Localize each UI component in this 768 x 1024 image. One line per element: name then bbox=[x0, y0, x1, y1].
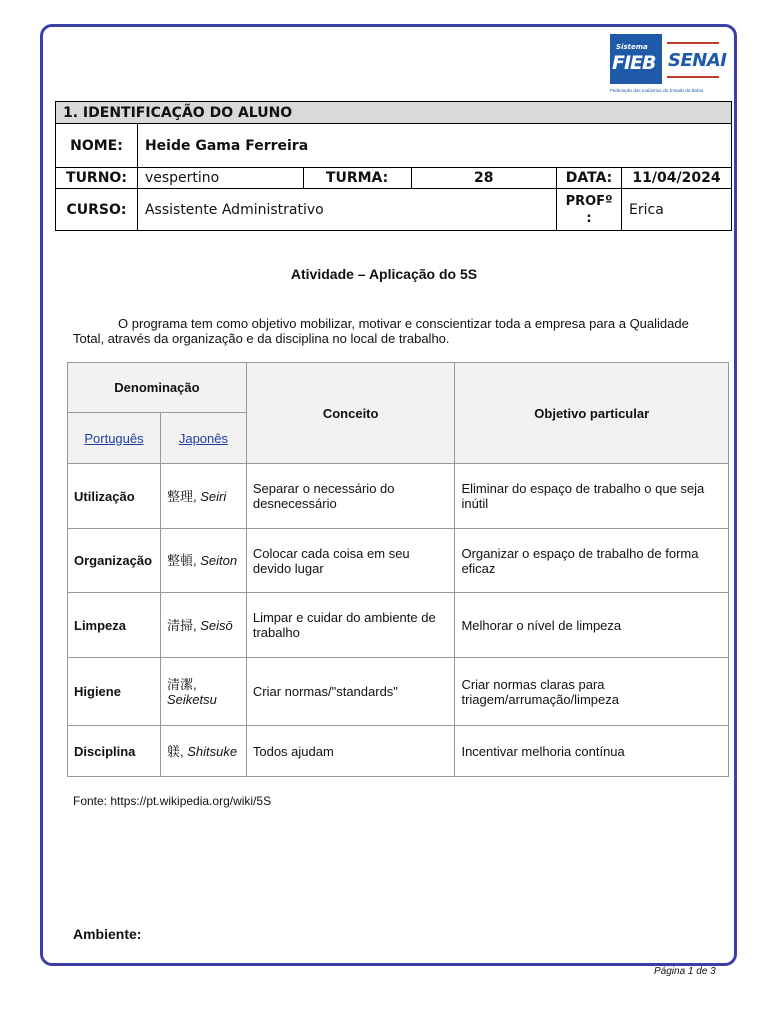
turma-label: TURMA: bbox=[303, 168, 411, 189]
row-objetivo: Melhorar o nível de limpeza bbox=[455, 593, 729, 658]
romaji-text: Seiton bbox=[200, 553, 238, 568]
row-conceito: Todos ajudam bbox=[246, 726, 455, 777]
logo-sistema-text: Sistema bbox=[616, 43, 648, 51]
header-conceito: Conceito bbox=[246, 363, 455, 464]
row-term-pt: Disciplina bbox=[68, 726, 161, 777]
romaji-text: Seisō bbox=[200, 617, 233, 633]
row-term-pt: Higiene bbox=[68, 658, 161, 726]
curso-value: Assistente Administrativo bbox=[137, 189, 556, 231]
logo-fieb-text: FIEB bbox=[612, 52, 656, 74]
kanji-text: 清潔 bbox=[166, 676, 193, 692]
five-s-table bbox=[67, 362, 729, 777]
activity-title: Atividade – Aplicação do 5S bbox=[290, 266, 478, 282]
subheader-japones bbox=[160, 413, 246, 464]
table-row bbox=[68, 658, 729, 726]
curso-label: CURSO: bbox=[56, 189, 138, 231]
identification-header: 1. IDENTIFICAÇÃO DO ALUNO bbox=[56, 102, 732, 124]
row-objetivo: Organizar o espaço de trabalho de forma eficaz bbox=[455, 529, 729, 593]
kanji-text: 清掃 bbox=[166, 617, 193, 633]
subheader-portugues bbox=[68, 413, 161, 464]
intro-paragraph: O programa tem como objetivo mobilizar, motivar e conscientizar toda a empresa para a Qualidade Total, através da organização e da disciplina no local de trabalho. bbox=[73, 316, 689, 346]
row-objetivo: Criar normas claras para triagem/arrumação/limpeza bbox=[455, 658, 729, 726]
table-row bbox=[68, 593, 729, 658]
kanji-text: 躾 bbox=[166, 743, 180, 759]
table-row bbox=[68, 529, 729, 593]
kanji-text: 整頓 bbox=[166, 553, 193, 568]
row-term-jp: 清潔, Seiketsu bbox=[160, 658, 246, 726]
row-objetivo: Eliminar do espaço de trabalho o que seja inútil bbox=[455, 464, 729, 529]
row-term-pt: Limpeza bbox=[68, 593, 161, 658]
japones-link[interactable]: Japonês bbox=[178, 430, 228, 446]
row-term-jp: 清掃, Seisō bbox=[160, 593, 246, 658]
source-citation: Fonte: https://pt.wikipedia.org/wiki/5S bbox=[73, 794, 272, 808]
fieb-logo-box bbox=[610, 34, 662, 84]
header-denominacao: Denominação bbox=[68, 363, 247, 413]
row-term-pt: Utilização bbox=[68, 464, 161, 529]
nome-value: Heide Gama Ferreira bbox=[137, 124, 731, 168]
row-term-pt: Organização bbox=[68, 529, 161, 593]
turno-value: vespertino bbox=[137, 168, 303, 189]
turno-label: TURNO: bbox=[56, 168, 138, 189]
logo-divider-top bbox=[667, 42, 719, 44]
table-row bbox=[68, 726, 729, 777]
data-value: 11/04/2024 bbox=[622, 168, 732, 189]
row-conceito: Limpar e cuidar do ambiente de trabalho bbox=[246, 593, 455, 658]
logo-federacao-text: Federação das Indústrias do Estado da Bahia bbox=[610, 88, 704, 93]
portugues-link[interactable]: Português bbox=[84, 430, 144, 446]
kanji-text: 整理 bbox=[166, 488, 193, 504]
romaji-text: Shitsuke bbox=[187, 743, 238, 759]
logo-divider-bottom bbox=[667, 76, 719, 78]
fieb-senai-logo bbox=[610, 34, 727, 96]
prof-label: PROFº : bbox=[557, 189, 622, 231]
row-term-jp: 整理, Seiri bbox=[160, 464, 246, 529]
table-row bbox=[68, 464, 729, 529]
row-conceito: Criar normas/"standards" bbox=[246, 658, 455, 726]
row-conceito: Colocar cada coisa em seu devido lugar bbox=[246, 529, 455, 593]
header-objetivo: Objetivo particular bbox=[455, 363, 729, 464]
romaji-text: Seiketsu bbox=[166, 691, 217, 707]
page-number: Página 1 de 3 bbox=[654, 966, 716, 977]
data-label: DATA: bbox=[557, 168, 622, 189]
student-identification-table bbox=[55, 101, 732, 231]
prof-value: Erica bbox=[622, 189, 732, 231]
logo-senai-text: SENAI bbox=[668, 50, 727, 71]
row-term-jp: 躾, Shitsuke bbox=[160, 726, 246, 777]
row-term-jp: 整頓, Seiton bbox=[160, 529, 246, 593]
ambiente-label: Ambiente: bbox=[73, 926, 142, 942]
turma-value: 28 bbox=[411, 168, 557, 189]
row-conceito: Separar o necessário do desnecessário bbox=[246, 464, 455, 529]
romaji-text: Seiri bbox=[200, 488, 227, 504]
nome-label: NOME: bbox=[56, 124, 138, 168]
row-objetivo: Incentivar melhoria contínua bbox=[455, 726, 729, 777]
